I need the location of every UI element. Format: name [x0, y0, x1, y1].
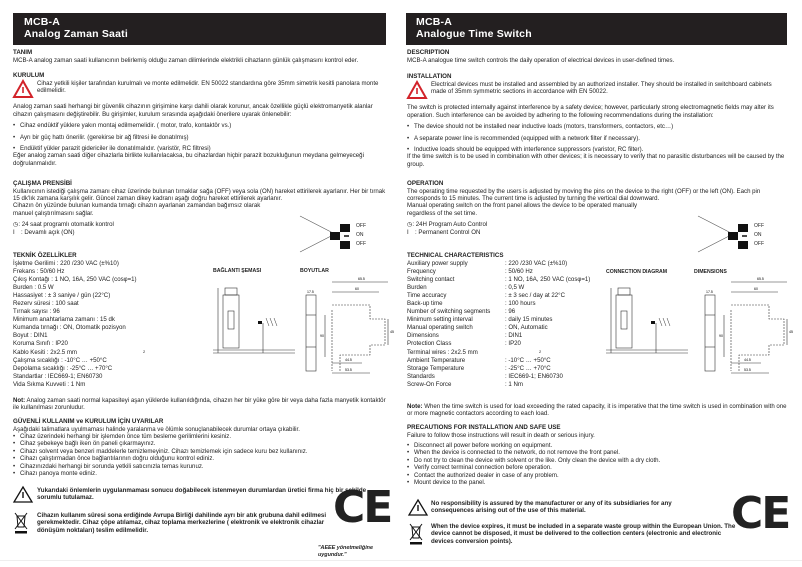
spec-label: Terminal wires : 2x2.5 mm	[407, 348, 478, 356]
pin-off-label: OFF	[356, 241, 366, 247]
spec-row: Depolama sıcaklığı : -25°C … +70°C	[13, 364, 113, 372]
dim-label: 17.5	[706, 290, 713, 294]
note-body: Analog zaman saati normal kapasiteyi aşan yüklerde kullanıldığında, cihazın her bir yüke göre bir veya daha fazla manyetik kontaktör ile kullanılması zorunludur.	[13, 397, 386, 412]
installation-text: Analog zaman saati herhangi bir güvenlik cihazının girişimine karşı dahili olarak korunur, ancak özellikle güçlü elektromanyetik alanlar cihazın çalışmasını değiştirebilir. Bu girişimler, kurulum sırasında aşağıdaki önerilere uyarak önlenebilir:	[13, 103, 373, 118]
spec-row: Kablo Kesiti : 2x2.5 mm	[13, 348, 78, 356]
dim-label: 60	[754, 287, 758, 291]
description-text: MCB-A analog zaman saati kullanıcının belirlemiş olduğu zaman dilimlerinde elektrikli cihazların günlük çalışmasını kontrol eder.	[13, 56, 359, 64]
installation-section	[13, 72, 393, 167]
pin-on-label: ON	[356, 232, 364, 238]
spec-value	[505, 349, 607, 357]
note-text	[407, 403, 787, 418]
spec-row: Vida Sıkma Kuvveti : 1 Nm	[13, 380, 86, 388]
connection-diagram	[606, 283, 696, 358]
spec-label: Dimensions	[407, 332, 439, 340]
installation-warning: Cihaz yetkili kişiler tarafından kurulmalı ve monte edilmelidir. EN 50022 standardına göre 35mm simetrik kesitli panolara monte edilmelidir.	[37, 79, 379, 94]
section-heading: PRECAUTIONS FOR INSTALLATION AND SAFE USE	[407, 424, 561, 431]
spec-row: Minimum anahtarlama zamanı : 15 dk	[13, 316, 115, 324]
list-item: • Inductive loads should be equipped with interference suppressors (varistor, RC filter).	[407, 146, 787, 153]
spec-row: Boyut : DIN1	[13, 332, 48, 340]
spec-value: : 1 NO, 16A, 250 VAC (cosφ=1)	[505, 275, 591, 283]
title-bar	[406, 13, 787, 45]
list-item: • Cihaz şebekeye bağlı iken ön paneli çıkarmayınız.	[13, 440, 393, 447]
dimensions-title: DIMENSIONS	[694, 269, 727, 275]
spec-label: Protection Class	[407, 340, 452, 348]
spec-label: Burden	[407, 283, 427, 291]
list-item: • Cihaz endüktif yüklere yakın montaj edilmemelidir. ( motor, trafo, kontaktör vs.)	[13, 122, 393, 129]
spec-label: Manual operating switch	[407, 324, 473, 332]
on-mode-label: : Permanent Control ON	[415, 228, 481, 236]
list-item: • Verify correct terminal connection before operation.	[407, 464, 787, 471]
spec-row: Frekans : 50/60 Hz	[13, 267, 65, 275]
spec-row: Tırnak sayısı : 96	[13, 308, 60, 316]
spec-label: Time accuracy	[407, 291, 447, 299]
spec-value: : 50/60 Hz	[505, 267, 533, 275]
spec-row: Standartlar : IEC669-1; EN60730	[13, 372, 103, 380]
section-heading: TANIM	[13, 49, 33, 56]
warning-icon	[407, 81, 427, 99]
warning-icon	[408, 499, 428, 516]
spec-label: Screw-On Force	[407, 380, 452, 388]
precautions-intro: Aşağıdaki talimatlara uyulmaması halinde yaralanma ve ölümle sonuçlanabilecek durumlar ortaya çıkabilir.	[13, 425, 300, 433]
title-bar	[13, 13, 386, 45]
spec-label: Number of switching segments	[407, 308, 491, 316]
installation-text-2: If the time switch is to be used in combination with other devices; it is necessary to verify that no parasitic disturbances will be caused by the group.	[407, 153, 785, 168]
operation-text: Kullanıcının istediği çalışma zamanı cihaz üzerinde bulunan tırnaklar sağa (OFF) veya sola (ON) hareket ettirilerek ayarlanır. Her bir tırnak 15 dk'lık zamana karşılık gelir. Güncel zaman dikey kadranı aşağı doğru hareket ettirilerek ayarlanır.	[13, 187, 386, 202]
model-title: MCB-A	[416, 16, 452, 28]
product-title: Analog Zaman Saati	[24, 28, 128, 40]
warning-icon	[13, 486, 33, 503]
pin-off-label: OFF	[356, 223, 366, 229]
connection-diagram	[213, 283, 303, 358]
connection-diagram-title: CONNECTION DIAGRAM	[606, 269, 668, 275]
spec-table	[407, 260, 607, 390]
dim-label: 45	[789, 330, 793, 334]
dimensions-drawing	[699, 275, 794, 380]
dim-label: 60	[355, 287, 359, 291]
list-item: • When the device is connected to the network, do not remove the front panel.	[407, 449, 787, 456]
spec-value: : ON, Automatic	[505, 324, 548, 332]
pin-off-label: OFF	[754, 223, 764, 229]
list-item: • The device should not be installed near inductive loads (motors, transformers, contactors, etc…)	[407, 123, 787, 130]
weee-text: When the device expires, it must be included in a separate waste group within the European Union. The device cannot be disposed, it must be delivered to the collection centers (electronic and electronic devices conversion points).	[431, 523, 736, 545]
list-item: • Mount device to the panel.	[407, 479, 787, 486]
pin-on-label: ON	[754, 232, 762, 238]
dim-label: 17.5	[307, 290, 314, 294]
dimensions-title: BOYUTLAR	[300, 268, 329, 274]
page-bottom-divider	[0, 560, 802, 561]
installation-text-2: Eğer analog zaman saati diğer cihazlarla birlikte kullanılacaksa, bu cihazlardan hiçbir parazit bozukluğunun meydana gelmeyeceği doğrulanmalıdır.	[13, 152, 364, 167]
spec-row: Burden : 0.5 W	[13, 283, 54, 291]
aeee-compliance: "AEEE yönetmeliğine uygundur."	[318, 545, 373, 559]
description-section	[13, 49, 393, 64]
note-section	[407, 403, 787, 418]
dim-label: 53.5	[345, 368, 352, 372]
list-item: • Cihazı panoya monte ediniz.	[13, 470, 393, 477]
spec-row: Kumanda tırnağı : ON, Otomatik pozisyon	[13, 324, 126, 332]
technical-section	[13, 252, 213, 389]
operation-text: The operating time requested by the users is adjusted by moving the pins on the device to the right (OFF) or the left (ON). Each pin corresponds to 15 minutes. The current time is adjusted by turning the vertical dial downward.	[407, 187, 761, 202]
dim-label: 65.5	[358, 277, 365, 281]
operation-text-2: Cihazın ön yüzünde bulunan kumanda tırnağı cihazın ayarlanan zamandan bağımsız olarak manuel çalıştırılmasını sağlar.	[13, 202, 261, 217]
note-label: Note:	[407, 403, 423, 410]
section-heading: TEKNİK ÖZELLİKLER	[13, 252, 77, 259]
superscript: 2	[143, 349, 146, 354]
spec-row: Çıkış Kontağı : 1 NO, 16A, 250 VAC (cosφ=1)	[13, 275, 137, 283]
section-heading: KURULUM	[13, 72, 45, 79]
note-body: When the time switch is used for load exceeding the rated capacity, it is imperative that the time switch is used in combination with one or more magnetic contactors according to each load.	[407, 403, 787, 418]
on-symbol: I	[407, 228, 409, 236]
on-symbol: I	[13, 228, 15, 236]
pin-off-label: OFF	[754, 241, 764, 247]
product-title: Analogue Time Switch	[416, 28, 532, 40]
dim-label: 90	[320, 334, 324, 338]
spec-list	[13, 260, 213, 390]
spec-row: Rezerv süresi : 100 saat	[13, 299, 79, 307]
spec-label: Frequency	[407, 267, 436, 275]
weee-bin-icon	[14, 512, 28, 534]
installation-section	[407, 73, 787, 168]
list-item: • Do not try to clean the device with solvent or the like. Only clean the device with a dry cloth.	[407, 457, 787, 464]
clock-icon: ◷	[407, 221, 413, 229]
section-heading: INSTALLATION	[407, 73, 452, 80]
spec-value: : DIN1	[505, 332, 523, 340]
list-item: • Cihazı çalıştırmadan önce bağlantılarının doğru olduğunu kontrol ediniz.	[13, 455, 393, 462]
list-item: • Cihazı solvent veya benzeri maddelerle temizlemeyiniz. Cihazı temizlemek için sadece kuru bez kullanınız.	[13, 448, 393, 455]
description-section	[407, 49, 787, 64]
note-section	[13, 397, 393, 412]
list-item: • A separate power line is recommended (equipped with a network filter if necessary).	[407, 135, 787, 142]
precautions-intro: Failure to follow those instructions will result in death or serious injury.	[407, 431, 595, 439]
list-item: • Disconnect all power before working on equipment.	[407, 442, 787, 449]
list-item: • Endüktif yükler parazit gidericiler ile donatılmalıdır. (varistör, RC filtresi)	[13, 145, 393, 152]
section-heading: OPERATION	[407, 180, 444, 187]
technical-section	[407, 252, 607, 389]
precautions-section	[407, 424, 787, 486]
spec-value: : 0,5 W	[505, 283, 525, 291]
precautions-section	[13, 418, 393, 477]
responsibility-text: Yukarıdaki önlemlerin uygulanmaması sonucu doğabilecek istenmeyen durumlardan üretici firma hiç bir şekilde sorumlu tutulamaz.	[37, 487, 367, 502]
spec-row: İşletme Gerilimi : 220 /230 VAC (±%10)	[13, 259, 119, 267]
spec-row: Koruma Sınıfı : IP20	[13, 340, 68, 348]
spec-label: Auxiliary power supply	[407, 259, 468, 267]
on-mode-label: : Devamlı açık (ON)	[21, 228, 75, 236]
dim-label: 44.5	[345, 358, 352, 362]
section-heading: DESCRIPTION	[407, 49, 450, 56]
spec-label: Minimum setting interval	[407, 316, 473, 324]
ce-mark: CE	[333, 482, 392, 533]
note-text	[13, 397, 393, 412]
list-item: • Ayrı bir güç hattı önerilir. (gerekirse bir ağ filtresi ile donatılmış)	[13, 134, 393, 141]
list-item: • Cihazınızdaki herhangi bir sorunda yetkili satıcınızla temas kurunuz.	[13, 463, 393, 470]
spec-value: : 100 hours	[505, 299, 536, 307]
section-heading: GÜVENLİ KULLANIM ve KURULUM İÇİN UYARILAR	[13, 418, 164, 425]
dim-label: 44.5	[744, 358, 751, 362]
spec-value: : IP20	[505, 340, 521, 348]
description-text: MCB-A analogue time switch controls the daily operation of electrical devices in user-defined times.	[407, 56, 675, 64]
spec-value: : ± 3 sec / day at 22°C	[505, 291, 565, 299]
spec-value: : daily 15 minutes	[505, 316, 553, 324]
section-heading: ÇALIŞMA PRENSİBİ	[13, 180, 72, 187]
superscript: 2	[539, 349, 542, 354]
spec-value: : IEC669-1; EN60730	[505, 372, 563, 380]
list-item: • Contact the authorized dealer in case of any problem.	[407, 472, 787, 479]
spec-value: : 1 Nm	[505, 380, 523, 388]
spec-row: Çalışma sıcaklığı : -10°C … +50°C	[13, 356, 107, 364]
auto-mode-label: : 24 saat programlı otomatik kontrol	[18, 221, 114, 229]
model-title: MCB-A	[24, 16, 60, 28]
note-label: Not:	[13, 397, 26, 404]
ce-mark: CE	[731, 488, 790, 539]
weee-text: Cihazın kullanım süresi sona erdiğinde Avrupa Birliği dahilinde ayrı bir atık grubuna dahil edilmesi gerekmektedir. Cihaz çöpe atılamaz, cihaz toplama merkezlerine ( elektronik ve elektronik cihazlar dönüşüm noktaları) teslim edilmelidir.	[37, 512, 327, 534]
clock-icon: ◷	[13, 221, 19, 229]
operation-text-2: Manual operating switch on the front panel allows the device to be operated manually regardless of the set time.	[407, 202, 638, 217]
dim-label: 65.5	[757, 277, 764, 281]
spec-value: : 96	[505, 308, 516, 316]
warning-icon	[13, 80, 33, 98]
spec-label: Switching contact	[407, 275, 455, 283]
auto-mode-label: : 24H Program Auto Control	[412, 221, 488, 229]
spec-label: Standards	[407, 372, 435, 380]
installation-warning: Electrical devices must be installed and assembled by an authorized installer. They should be installed in switchboard cabinets made of 35mm symmetric sections in accordance with EN 50022.	[431, 80, 772, 95]
spec-label: Storage Temperature	[407, 364, 465, 372]
dimensions-drawing	[300, 275, 395, 380]
dim-label: 90	[719, 334, 723, 338]
english-column	[401, 0, 802, 567]
connection-diagram-title: BAĞLANTI ŞEMASI	[213, 268, 262, 274]
weee-bin-icon	[409, 523, 423, 545]
section-heading: TECHNICAL CHARACTERISTICS	[407, 252, 504, 259]
spec-label: Back-up time	[407, 299, 443, 307]
spec-row: Hassasiyet : ± 3 saniye / gün (22°C)	[13, 291, 111, 299]
installation-text: The switch is protected internally against interference by a safety device; however, particularly strong electromagnetic fields may alter its operation. Such interference can be avoided by adhering to the following recommendations during the installation:	[407, 104, 774, 119]
responsibility-text: No responsibility is assured by the manufacturer or any of its subsidiaries for any consequences arising out of the use of this material.	[431, 500, 672, 515]
spec-label: Ambient Temperature	[407, 356, 466, 364]
spec-value: : -25°C … +70°C	[505, 364, 551, 372]
list-item: • Cihaz üzerindeki herhangi bir işlemden önce tüm besleme gerilimlerini kesiniz.	[13, 433, 393, 440]
dim-label: 45	[390, 330, 394, 334]
dim-label: 53.5	[744, 368, 751, 372]
spec-value: : -10°C … +50°C	[505, 356, 551, 364]
spec-value: : 220 /230 VAC (±%10)	[505, 259, 568, 267]
